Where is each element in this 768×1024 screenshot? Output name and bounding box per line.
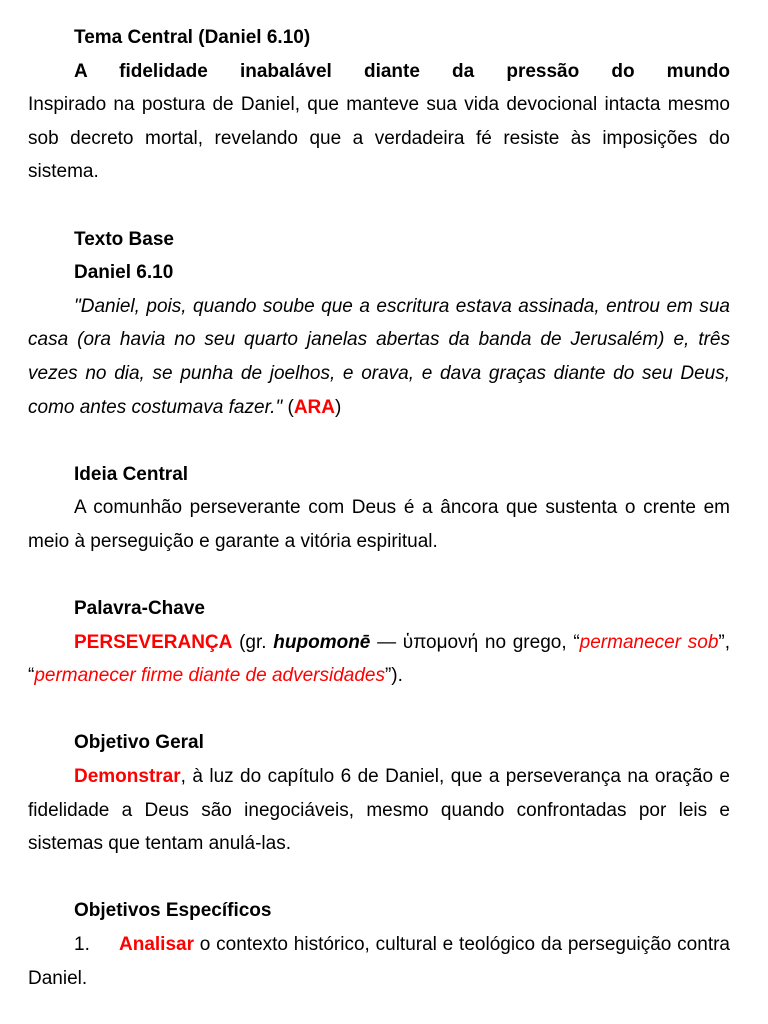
palavra-chave-paragraph — [28, 626, 730, 693]
texto-base-heading: Texto Base — [74, 228, 174, 250]
keyword-text-4: ”). — [384, 665, 403, 687]
section-objetivo-geral — [28, 726, 730, 860]
objetivo-geral-verb: Demonstrar — [74, 766, 181, 788]
spacer — [28, 693, 730, 727]
tema-body: Inspirado na postura de Daniel, que manteve sua vida devocional intacta mesmo sob decreto mortal, revelando que a verdadeira fé resiste às imposições do sistema. — [28, 94, 730, 183]
version-open: ( — [282, 396, 294, 418]
section-texto-base — [28, 223, 730, 425]
ideia-central-heading: Ideia Central — [74, 463, 189, 485]
spacer — [28, 861, 730, 895]
spacer — [28, 189, 730, 223]
section-palavra-chave — [28, 592, 730, 693]
bible-version-badge: ARA — [293, 396, 335, 418]
objetivo-geral-paragraph — [28, 760, 730, 861]
tema-subtitle: A fidelidade inabalável diante da pressão do mundo — [74, 60, 730, 82]
keyword: PERSEVERANÇA — [74, 631, 233, 653]
texto-base-quote-paragraph — [28, 290, 730, 424]
spacer — [28, 559, 730, 593]
list-item-number: 1. — [74, 934, 90, 956]
list-item-body: o contexto histórico, cultural e teológico da perseguição contra Daniel. — [28, 934, 730, 989]
scripture-quote: "Daniel, pois, quando soube que a escritura estava assinada, entrou em sua casa (ora havia no seu quarto janelas abertas da banda de Jerusalém) e, três vezes no dia, se punha de joelhos, e orava, e dava graças diante do seu Deus, como antes costumava fazer." — [28, 295, 730, 418]
texto-base-reference: Daniel 6.10 — [74, 262, 174, 284]
palavra-chave-heading: Palavra-Chave — [74, 598, 205, 620]
list-item-verb: Analisar — [119, 934, 194, 956]
spacer — [28, 424, 730, 458]
objetivos-especificos-heading: Objetivos Específicos — [74, 900, 272, 922]
greek-transliteration: hupomonē — [273, 631, 371, 653]
section-ideia-central — [28, 458, 730, 559]
version-close: ) — [335, 396, 342, 418]
list-item — [28, 928, 730, 995]
keyword-text-1: (gr. — [232, 631, 274, 653]
keyword-text-3: ”, “ — [28, 631, 731, 687]
objetivo-geral-body: , à luz do capítulo 6 de Daniel, que a perseverança na oração e fidelidade a Deus são inegociáveis, mesmo quando confrontadas por leis e sistemas que tentam anulá-las. — [28, 766, 730, 855]
keyword-meaning-1: permanecer sob — [579, 631, 719, 653]
ideia-central-body: A comunhão perseverante com Deus é a âncora que sustenta o crente em meio à perseguição e garante a vitória espiritual. — [28, 497, 730, 552]
tema-heading: Tema Central (Daniel 6.10) — [74, 27, 311, 48]
keyword-meaning-2: permanecer firme diante de adversidades — [34, 665, 385, 687]
keyword-text-2: — ὑπομονή no grego, “ — [370, 631, 580, 653]
section-tema-central — [28, 21, 730, 189]
objetivo-geral-heading: Objetivo Geral — [74, 732, 204, 754]
section-objetivos-especificos — [28, 894, 730, 995]
